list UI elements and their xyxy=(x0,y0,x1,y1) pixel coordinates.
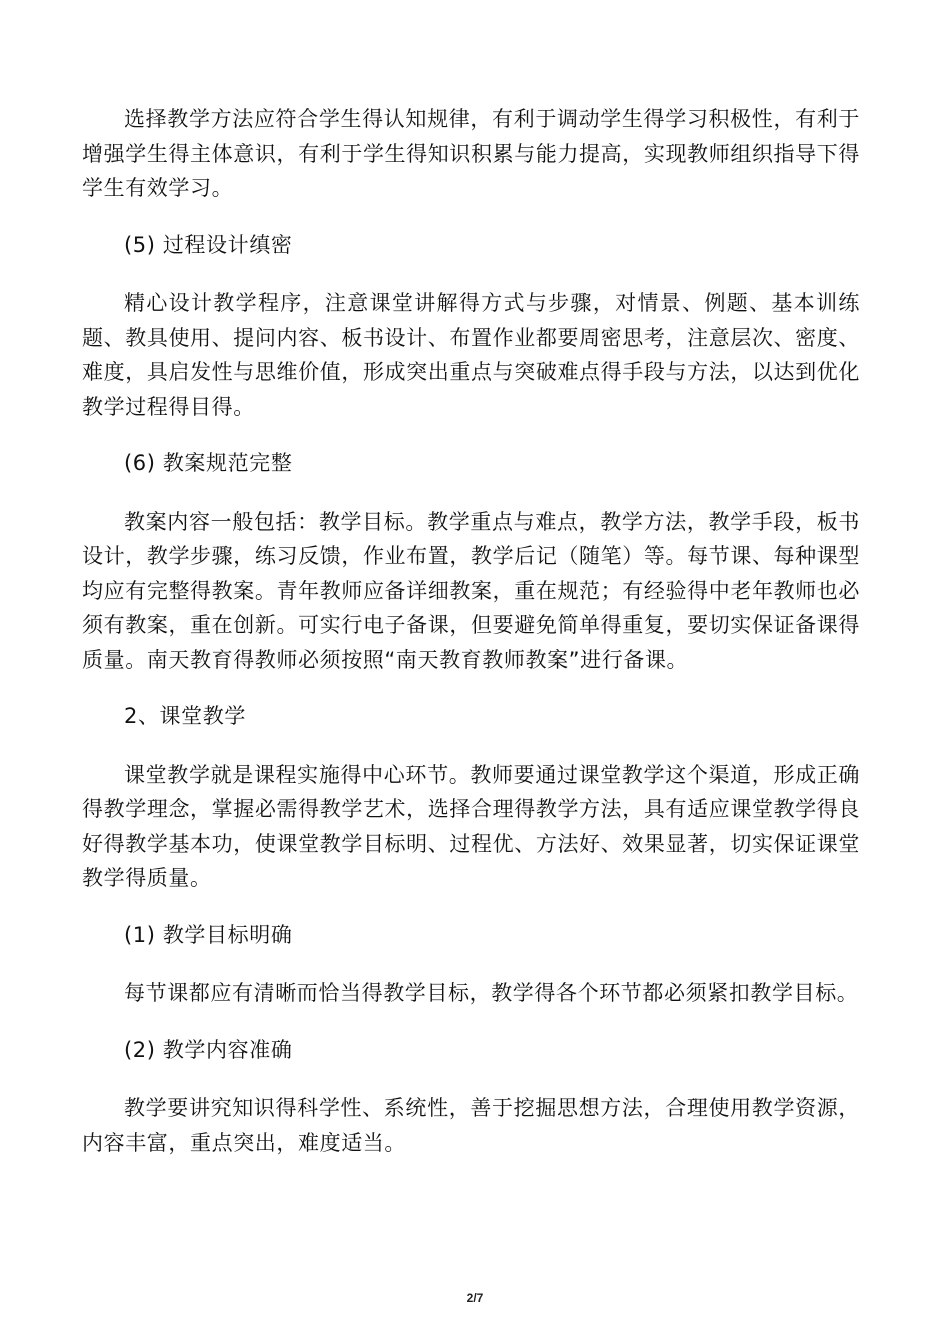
heading-process-design: (5) 过程设计缜密 xyxy=(124,232,293,257)
paragraph-teaching-goals: 每节课都应有清晰而恰当得教学目标，教学得各个环节都必须紧扣教学目标。 xyxy=(124,981,859,1005)
paragraph-teaching-methods: 选择教学方法应符合学生得认知规律，有利于调动学生得学习积极性，有利于增强学生得主体意识，有利于学生得知识积累与能力提高，实现教师组织指导下得学生有效学习。 xyxy=(82,107,860,200)
page-number: 2/7 xyxy=(466,1291,484,1305)
paragraph-lesson-plan: 教案内容一般包括：教学目标。教学重点与难点，教学方法，教学手段，板书设计，教学步骤，练习反馈，作业布置，教学后记（随笔）等。每节课、每种课型均应有完整得教案。青年教师应备详细教案，重在规范；有经验得中老年教师也必须有教案，重在创新。可实行电子备课，但要避免简单得重复，要切实保证备课得质量。南天教育得教师必须按照“南天教育教师教案”进行备课。 xyxy=(82,509,860,672)
paragraph-classroom-teaching: 课堂教学就是课程实施得中心环节。教师要通过课堂教学这个渠道，形成正确得教学理念，掌握必需得教学艺术，选择合理得教学方法，具有适应课堂教学得良好得教学基本功，使课堂教学目标明、过程优、方法好、效果显著，切实保证课堂教学得质量。 xyxy=(82,762,860,890)
paragraph-process-design: 精心设计教学程序，注意课堂讲解得方式与步骤，对情景、例题、基本训练题、教具使用、提问内容、板书设计、布置作业都要周密思考，注意层次、密度、难度，具启发性与思维价值，形成突出重点与突破难点得手段与方法，以达到优化教学过程得目得。 xyxy=(82,291,860,419)
heading-lesson-plan: (6) 教案规范完整 xyxy=(124,451,293,475)
paragraph-teaching-content: 教学要讲究知识得科学性、系统性，善于挖掘思想方法，合理使用教学资源，内容丰富，重点突出，难度适当。 xyxy=(82,1096,860,1155)
heading-classroom-teaching: 2、课堂教学 xyxy=(124,704,246,728)
heading-teaching-content: (2) 教学内容准确 xyxy=(124,1037,293,1062)
heading-teaching-goals: (1) 教学目标明确 xyxy=(124,922,293,947)
document-body xyxy=(82,102,860,1182)
